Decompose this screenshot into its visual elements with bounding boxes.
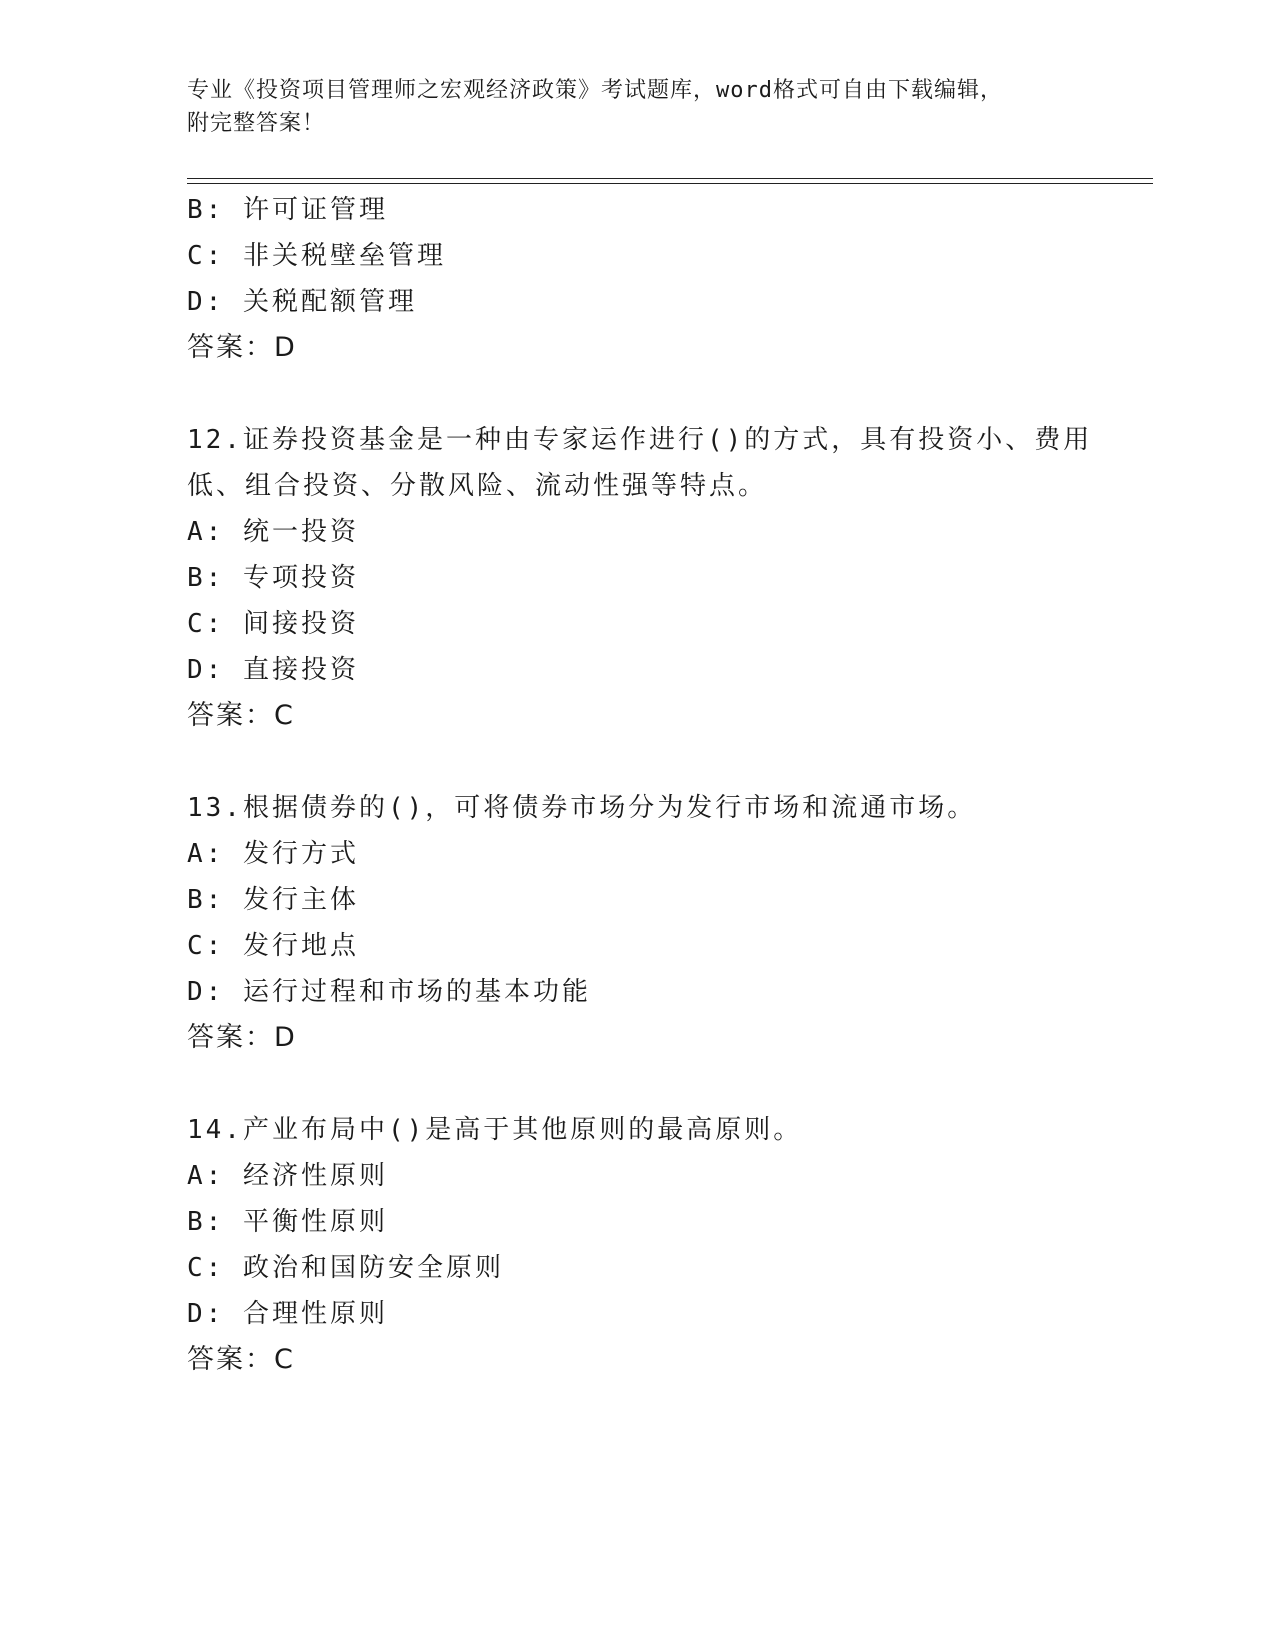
- question-14: [187, 1107, 1087, 1383]
- question-list: [187, 187, 1093, 1383]
- option-c: C: 发行地点: [187, 931, 359, 961]
- option-c: C: 政治和国防安全原则: [187, 1253, 504, 1283]
- question-12: [187, 417, 1093, 739]
- option-b: B: 平衡性原则: [187, 1207, 388, 1237]
- option-c: C: 间接投资: [187, 609, 359, 639]
- option-b: B: 发行主体: [187, 885, 359, 915]
- option-c: C: 非关税壁垒管理: [187, 241, 446, 271]
- option-b: B: 专项投资: [187, 563, 359, 593]
- answer-line: 答案：C: [187, 700, 295, 731]
- question-11-partial: [187, 187, 1087, 371]
- header-line-1: 专业《投资项目管理师之宏观经济政策》考试题库，word格式可自由下载编辑，: [187, 78, 1003, 103]
- option-a: A: 发行方式: [187, 839, 359, 869]
- header-line-2: 附完整答案！: [187, 111, 326, 136]
- option-b: B: 许可证管理: [187, 195, 388, 225]
- option-d: D: 运行过程和市场的基本功能: [187, 977, 591, 1007]
- option-d: D: 合理性原则: [187, 1299, 388, 1329]
- document-header: [187, 74, 1087, 140]
- answer-line: 答案：C: [187, 1344, 295, 1375]
- header-divider-top: [187, 178, 1153, 179]
- option-d: D: 直接投资: [187, 655, 359, 685]
- option-d: D: 关税配额管理: [187, 287, 417, 317]
- question-stem-line-1: 12.证券投资基金是一种由专家运作进行()的方式，具有投资小、费用: [187, 425, 1093, 455]
- answer-line: 答案：D: [187, 1022, 297, 1053]
- question-13: [187, 785, 1087, 1061]
- option-a: A: 统一投资: [187, 517, 359, 547]
- question-stem-line-1: 13.根据债券的()，可将债券市场分为发行市场和流通市场。: [187, 793, 977, 823]
- header-divider-bottom: [187, 183, 1153, 184]
- question-stem-line-1: 14.产业布局中()是高于其他原则的最高原则。: [187, 1115, 803, 1145]
- question-stem-line-2: 低、组合投资、分散风险、流动性强等特点。: [187, 471, 768, 501]
- option-a: A: 经济性原则: [187, 1161, 388, 1191]
- answer-line: 答案：D: [187, 332, 297, 363]
